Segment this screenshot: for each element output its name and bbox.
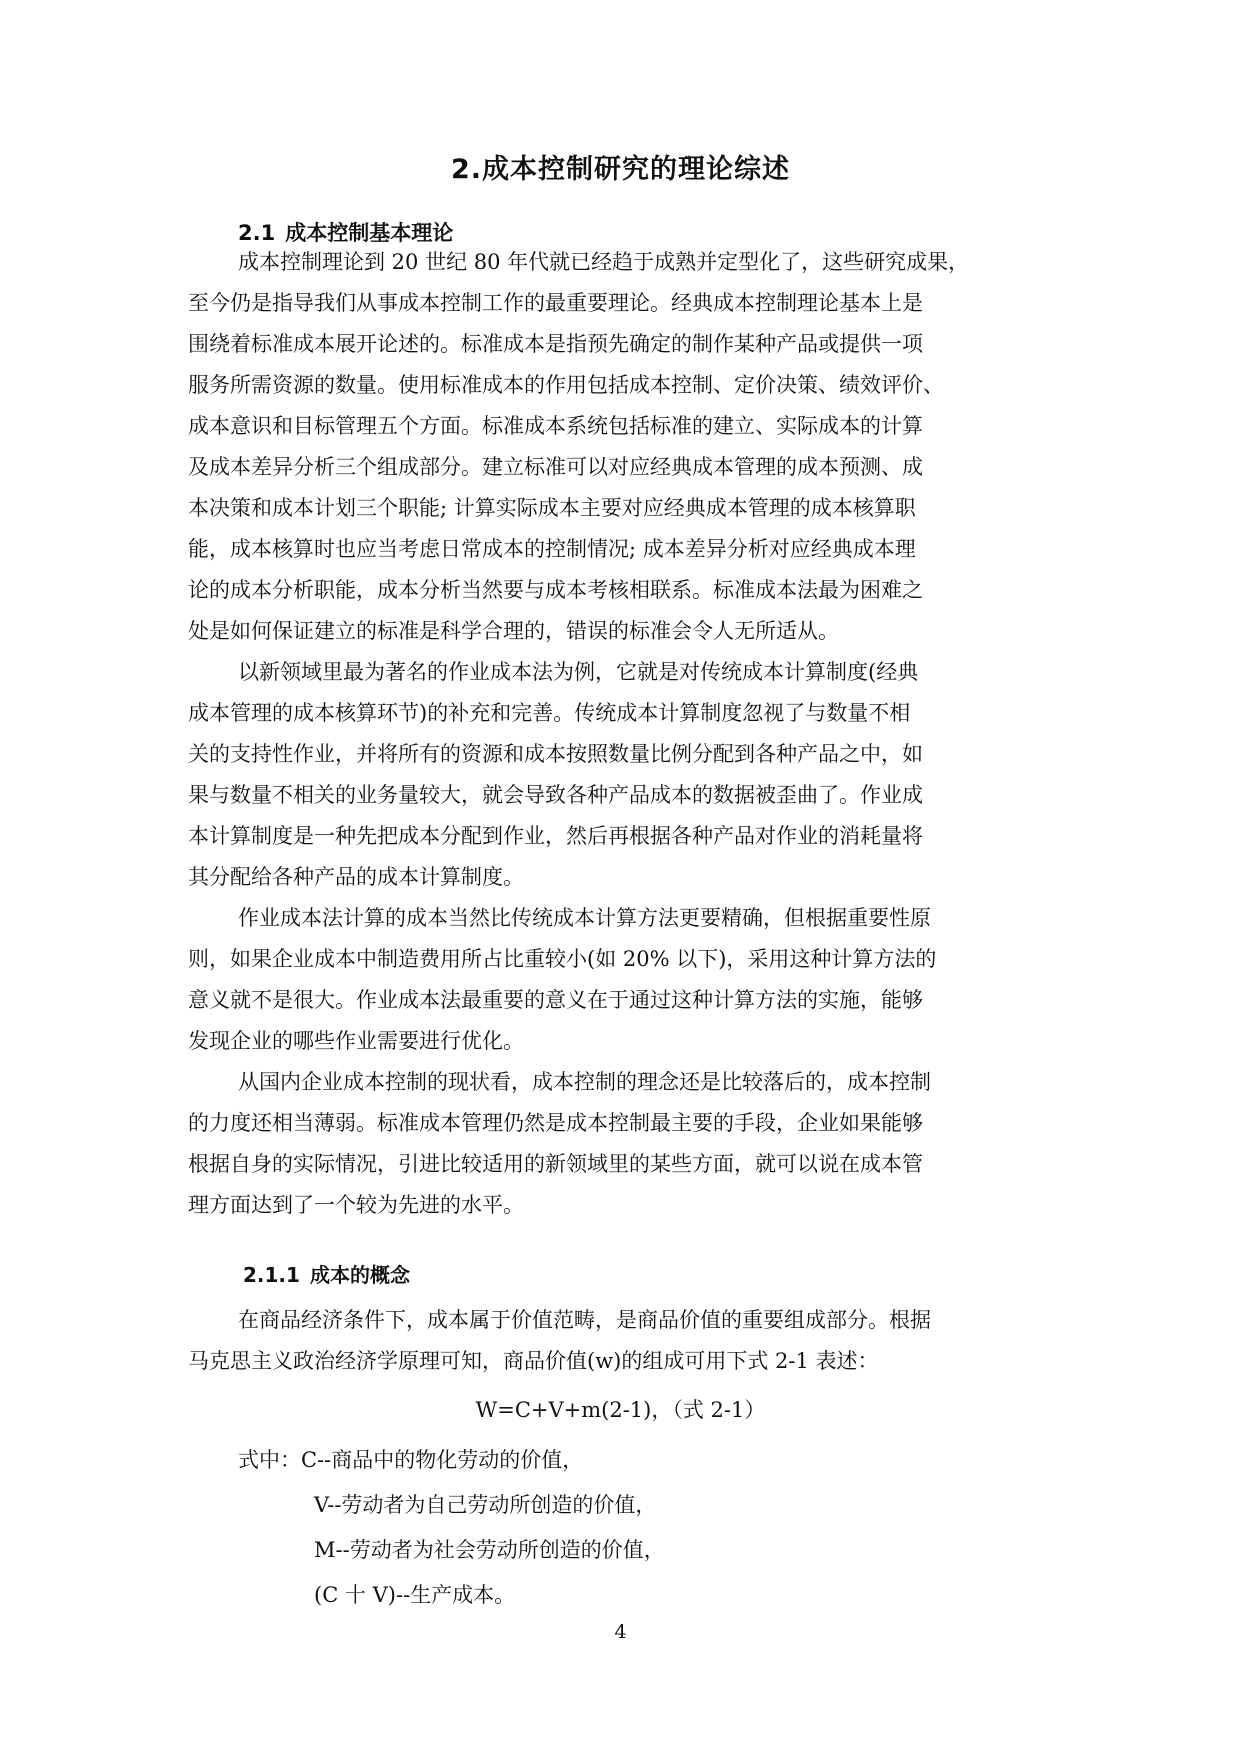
paragraph-line: 其分配给各种产品的成本计算制度。 [188, 865, 524, 889]
paragraph-line: 在商品经济条件下，成本属于价值范畴，是商品价值的重要组成部分。根据 [238, 1308, 931, 1332]
paragraph-line: 的力度还相当薄弱。标准成本管理仍然是成本控制最主要的手段，企业如果能够 [188, 1111, 923, 1135]
subsection-heading [243, 1258, 410, 1292]
paragraph-line: 以新领域里最为著名的作业成本法为例，它就是对传统成本计算制度(经典 [238, 660, 919, 684]
subsection-number: 2.1.1 [243, 1263, 300, 1287]
paragraph-line: 成本意识和目标管理五个方面。标准成本系统包括标准的建立、实际成本的计算 [188, 414, 923, 438]
paragraph-line: 服务所需资源的数量。使用标准成本的作用包括成本控制、定价决策、绩效评价、 [188, 373, 944, 397]
paragraph-line: 果与数量不相关的业务量较大，就会导致各种产品成本的数据被歪曲了。作业成 [188, 783, 923, 807]
paragraph-line: 围绕着标准成本展开论述的。标准成本是指预先确定的制作某种产品或提供一项 [188, 332, 923, 356]
formula-definitions [238, 1438, 665, 1618]
paragraph-line: 马克思主义政治经济学原理可知，商品价值(w)的组成可用下式 2-1 表述： [188, 1349, 879, 1373]
section-title: 成本控制基本理论 [285, 221, 454, 245]
paragraph-line: 意义就不是很大。作业成本法最重要的意义在于通过这种计算方法的实施，能够 [188, 988, 923, 1012]
paragraph-line: 关的支持性作业，并将所有的资源和成本按照数量比例分配到各种产品之中，如 [188, 742, 923, 766]
paragraph-line: 本决策和成本计划三个职能; 计算实际成本主要对应经典成本管理的成本核算职 [188, 496, 916, 520]
paragraph-line: 则，如果企业成本中制造费用所占比重较小(如 20% 以下)，采用这种计算方法的 [188, 947, 937, 971]
paragraph-line: 处是如何保证建立的标准是科学合理的，错误的标准会令人无所适从。 [188, 619, 839, 643]
paragraph-line: 根据自身的实际情况，引进比较适用的新领域里的某些方面，就可以说在成本管 [188, 1152, 923, 1176]
definition-line: 式中：C--商品中的物化劳动的价值， [238, 1448, 584, 1472]
paragraph-4 [188, 1062, 1080, 1226]
paragraph-line: 成本管理的成本核算环节)的补充和完善。传统成本计算制度忽视了与数量不相 [188, 701, 911, 725]
subsection-body [188, 1300, 1080, 1382]
subsection-title: 成本的概念 [309, 1263, 410, 1287]
paragraph-line: 发现企业的哪些作业需要进行优化。 [188, 1029, 524, 1053]
definition-line: V--劳动者为自己劳动所创造的价值， [314, 1493, 657, 1517]
paragraph-line: 能，成本核算时也应当考虑日常成本的控制情况; 成本差异分析对应经典成本理 [188, 537, 916, 561]
definition-line: M--劳动者为社会劳动所创造的价值， [314, 1538, 665, 1562]
paragraph-line: 成本控制理论到 20 世纪 80 年代就已经趋于成熟并定型化了，这些研究成果， [238, 250, 970, 274]
paragraph-1 [188, 242, 1080, 652]
page-number: 4 [614, 1621, 627, 1643]
formula: W=C+V+m(2-1)，（式 2-1） [475, 1398, 766, 1422]
section-number: 2.1 [238, 221, 276, 245]
section-body [188, 242, 1080, 1226]
paragraph-3 [188, 898, 1080, 1062]
paragraph-2 [188, 652, 1080, 898]
definition-line: (C 十 V)--生产成本。 [314, 1583, 516, 1607]
paragraph-line: 本计算制度是一种先把成本分配到作业，然后再根据各种产品对作业的消耗量将 [188, 824, 923, 848]
paragraph-line: 从国内企业成本控制的现状看，成本控制的理念还是比较落后的，成本控制 [238, 1070, 931, 1094]
paragraph-line: 至今仍是指导我们从事成本控制工作的最重要理论。经典成本控制理论基本上是 [188, 291, 923, 315]
paragraph-line: 理方面达到了一个较为先进的水平。 [188, 1193, 524, 1217]
paragraph-line: 及成本差异分析三个组成部分。建立标准可以对应经典成本管理的成本预测、成 [188, 455, 923, 479]
paragraph-line: 作业成本法计算的成本当然比传统成本计算方法更要精确，但根据重要性原 [238, 906, 931, 930]
paragraph-line: 论的成本分析职能，成本分析当然要与成本考核相联系。标准成本法最为困难之 [188, 578, 923, 602]
chapter-title: 2.成本控制研究的理论综述 [450, 154, 791, 185]
